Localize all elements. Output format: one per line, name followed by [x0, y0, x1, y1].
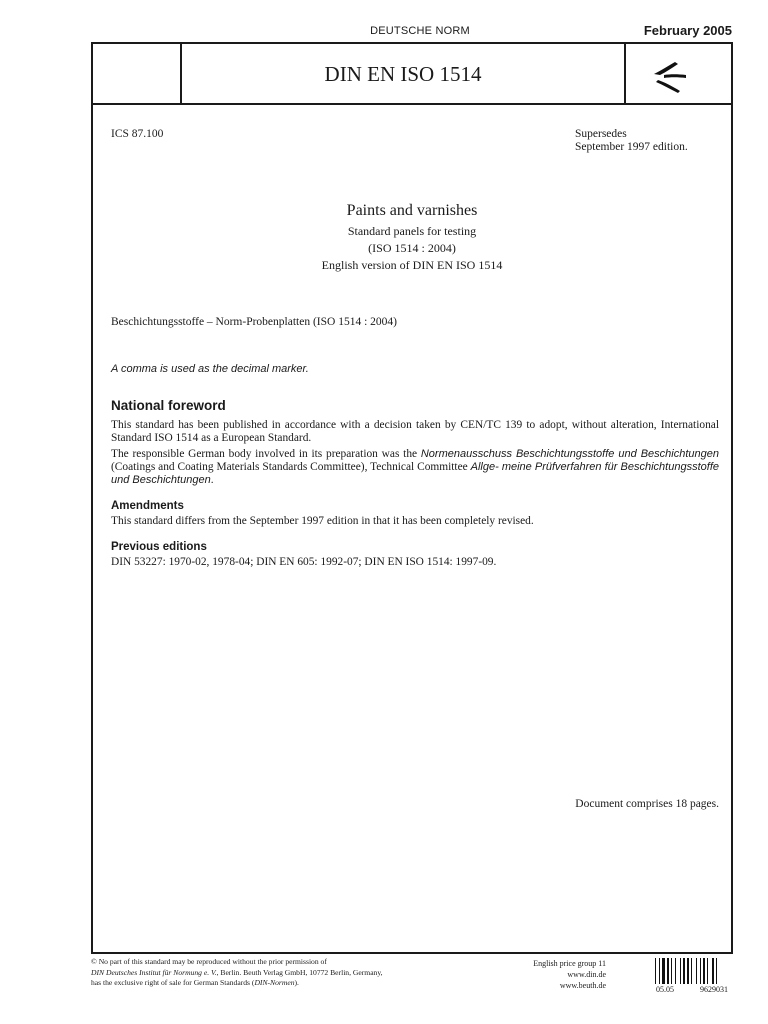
din-url[interactable]: www.din.de: [567, 970, 606, 979]
copyright-line-3: [91, 978, 471, 989]
beuth-url[interactable]: www.beuth.de: [559, 981, 606, 990]
iso-reference: (ISO 1514 : 2004): [368, 241, 456, 255]
previous-editions-heading: Previous editions: [111, 541, 207, 553]
page-frame: [91, 42, 733, 954]
copyright-icon: ©: [91, 957, 97, 966]
foreword-p2-part-e: .: [210, 474, 214, 486]
english-version: English version of DIN EN ISO 1514: [321, 258, 503, 272]
copyright-text-2: , Berlin. Beuth Verlag GmbH, 10772 Berlin, Germany,: [216, 967, 383, 977]
national-foreword-heading: National foreword: [111, 398, 226, 413]
copyright-line-1: [91, 957, 471, 968]
publication-date: February 2005: [643, 23, 732, 38]
din-normen-label: DIN-Normen: [254, 978, 295, 987]
header-divider-right: [624, 42, 626, 105]
din-institute-name: DIN Deutsches Institut für Normung e. V.: [91, 967, 217, 977]
foreword-p2-part-a: The responsible German body involved in its preparation was the: [111, 448, 421, 460]
supersedes-edition: September 1997 edition.: [575, 141, 688, 153]
technical-committee-name: Allge- meine Prüfverfahren für Beschichtungsstoffe und Beschichtungen: [111, 461, 719, 486]
document-title: Paints and varnishes: [346, 202, 478, 219]
din-logo: [648, 58, 692, 94]
document-subtitle: Standard panels for testing: [347, 224, 477, 238]
barcode-code-right: 9629031: [700, 985, 728, 994]
norm-label: DEUTSCHE NORM: [370, 25, 470, 37]
copyright-notice: [91, 957, 471, 989]
doc-number: DIN EN ISO 1514: [324, 62, 482, 86]
ics-code: ICS 87.100: [111, 128, 164, 140]
din-logo-icon: [648, 58, 692, 94]
german-title: Beschichtungsstoffe – Norm-Probenplatten (ISO 1514 : 2004): [111, 316, 397, 328]
foreword-paragraph-2: [111, 448, 719, 487]
amendments-text: This standard differs from the September 1997 edition in that it has been completely revised.: [111, 515, 534, 527]
committee-name: Normenausschuss Beschichtungsstoffe und Beschichtungen: [420, 448, 720, 460]
barcode-icon: [655, 958, 735, 984]
amendments-heading: Amendments: [111, 500, 184, 512]
page-count: Document comprises 18 pages.: [575, 798, 719, 810]
price-group: English price group 11: [533, 959, 606, 968]
copyright-text-1: No part of this standard may be reproduced without the prior permission of: [98, 957, 327, 966]
barcode: [655, 958, 735, 984]
decimal-note: A comma is used as the decimal marker.: [111, 363, 309, 375]
previous-editions-text: DIN 53227: 1970-02, 1978-04; DIN EN 605: 1992-07; DIN EN ISO 1514: 1997-09.: [111, 556, 497, 568]
barcode-code-left: 05.05: [656, 985, 674, 994]
copyright-text-3c: ).: [294, 978, 299, 987]
foreword-p2-part-c: (Coatings and Coating Materials Standards Committee), Technical Committee: [111, 461, 471, 473]
copyright-text-3a: has the exclusive right of sale for German Standards (: [91, 978, 255, 987]
copyright-line-2: [91, 968, 471, 979]
supersedes-label: Supersedes: [575, 128, 627, 140]
foreword-paragraph-1: This standard has been published in accordance with a decision taken by CEN/TC 139 to adopt, without alteration, International Standard ISO 1514 as a European Standard.: [111, 419, 719, 444]
